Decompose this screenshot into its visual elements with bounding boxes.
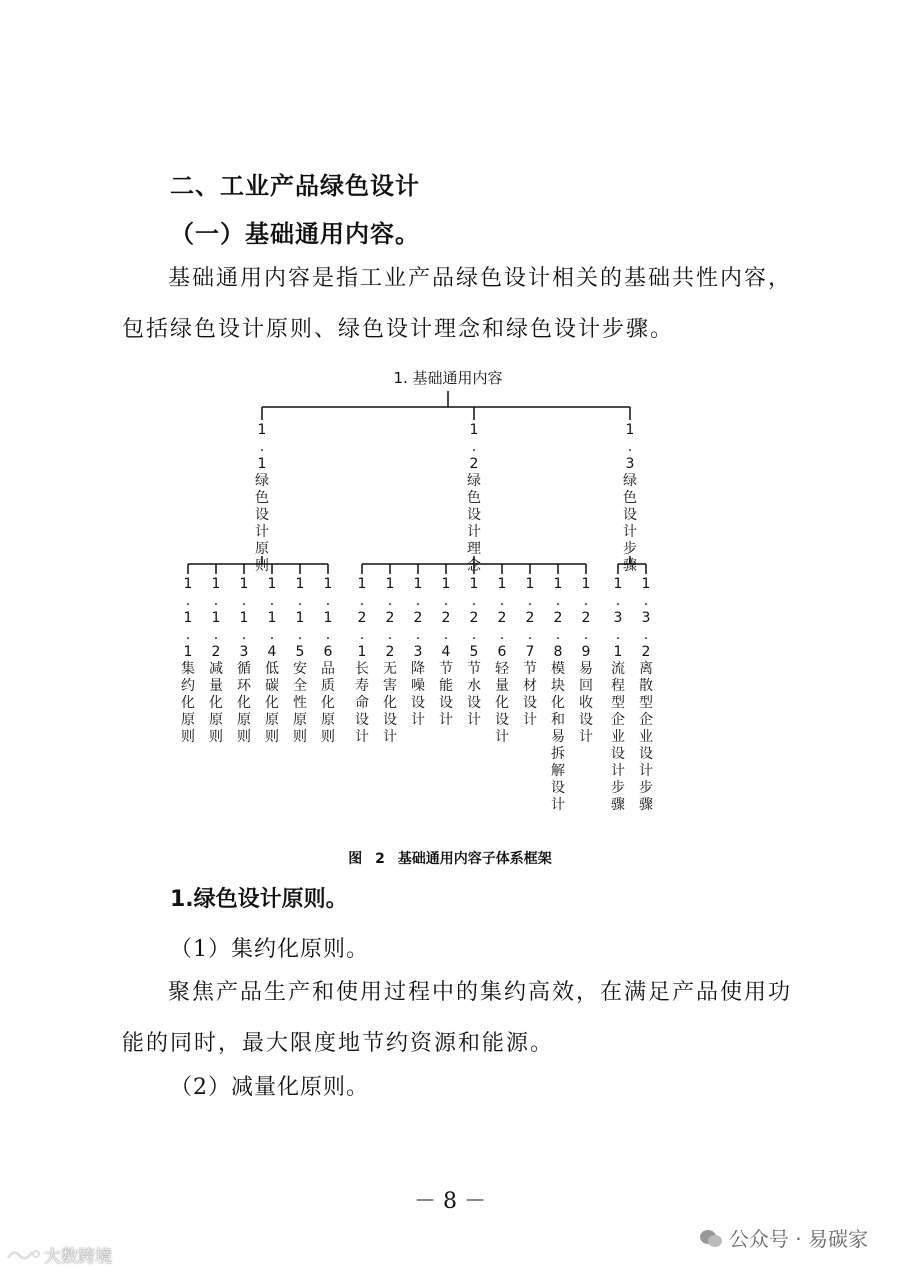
intro-paragraph: 基础通用内容是指工业产品绿色设计相关的基础共性内容，包括绿色设计原则、绿色设计理念和绿色设计步骤。 xyxy=(122,266,793,342)
diagram-nodes xyxy=(181,422,653,813)
diagram-leaf-node: 1 . 1 . 2 减量化原则 xyxy=(209,576,223,745)
diagram-leaf-node: 1 . 1 . 5 安全性原则 xyxy=(293,576,307,745)
page-number: － 8 － xyxy=(414,1189,486,1214)
diagram-leaf-node: 1 . 3 . 1 流程型企业设计步骤 xyxy=(611,576,625,813)
diagram-leaf-node: 1 . 2 . 4 节能设计 xyxy=(439,576,453,728)
diagram-leaf-node: 1 . 2 . 9 易回收设计 xyxy=(579,576,593,745)
diagram-branch-node-3: 1 . 3 绿色设计步骤 xyxy=(623,422,637,574)
diagram-leaf-node: 1 . 1 . 4 低碳化原则 xyxy=(265,576,279,745)
figure-caption: 图 2 基础通用内容子体系框架 xyxy=(348,851,552,867)
principles-heading: 1.绿色设计原则。 xyxy=(170,887,348,912)
watermark-right xyxy=(699,1223,868,1252)
subsection-heading: （一）基础通用内容。 xyxy=(170,220,420,248)
diagram-leaf-node: 1 . 1 . 3 循环化原则 xyxy=(237,576,251,745)
diagram-leaf-node: 1 . 2 . 7 节材设计 xyxy=(523,576,537,728)
diagram-leaf-node: 1 . 1 . 1 集约化原则 xyxy=(181,576,195,745)
watermark-left-text: 大数跨境 xyxy=(44,1247,112,1267)
diagram-leaf-node: 1 . 3 . 2 离散型企业设计步骤 xyxy=(639,576,653,813)
item-1-title: （1）集约化原则。 xyxy=(170,937,369,962)
diagram-leaf-node: 1 . 2 . 6 轻量化设计 xyxy=(495,576,509,745)
diagram-leaf-node: 1 . 2 . 8 模块化和易拆解设计 xyxy=(551,576,565,813)
watermark-right-text: 公众号 · 易碳家 xyxy=(728,1227,868,1251)
diagram-leaf-node: 1 . 2 . 1 长寿命设计 xyxy=(355,576,369,745)
watermark-left xyxy=(6,1242,112,1267)
diagram-root-node: 1. 基础通用内容 xyxy=(393,369,503,387)
brand-logo-icon xyxy=(6,1246,40,1264)
item-2-title: （2）减量化原则。 xyxy=(170,1075,369,1100)
diagram-leaf-node: 1 . 2 . 5 节水设计 xyxy=(467,576,481,728)
diagram-branch-node-1: 1 . 1 绿色设计原则 xyxy=(255,422,269,574)
diagram-branch-node-2: 1 . 2 绿色设计理念 xyxy=(467,422,481,574)
section-heading: 二、工业产品绿色设计 xyxy=(170,172,420,200)
item-1-text: 聚焦产品生产和使用过程中的集约高效，在满足产品使用功能的同时，最大限度地节约资源和能源。 xyxy=(122,980,793,1056)
diagram-leaf-node: 1 . 1 . 6 品质化原则 xyxy=(321,576,335,745)
wechat-icon xyxy=(699,1228,723,1248)
diagram-leaf-node: 1 . 2 . 3 降噪设计 xyxy=(411,576,425,728)
diagram-leaf-node: 1 . 2 . 2 无害化设计 xyxy=(383,576,397,745)
